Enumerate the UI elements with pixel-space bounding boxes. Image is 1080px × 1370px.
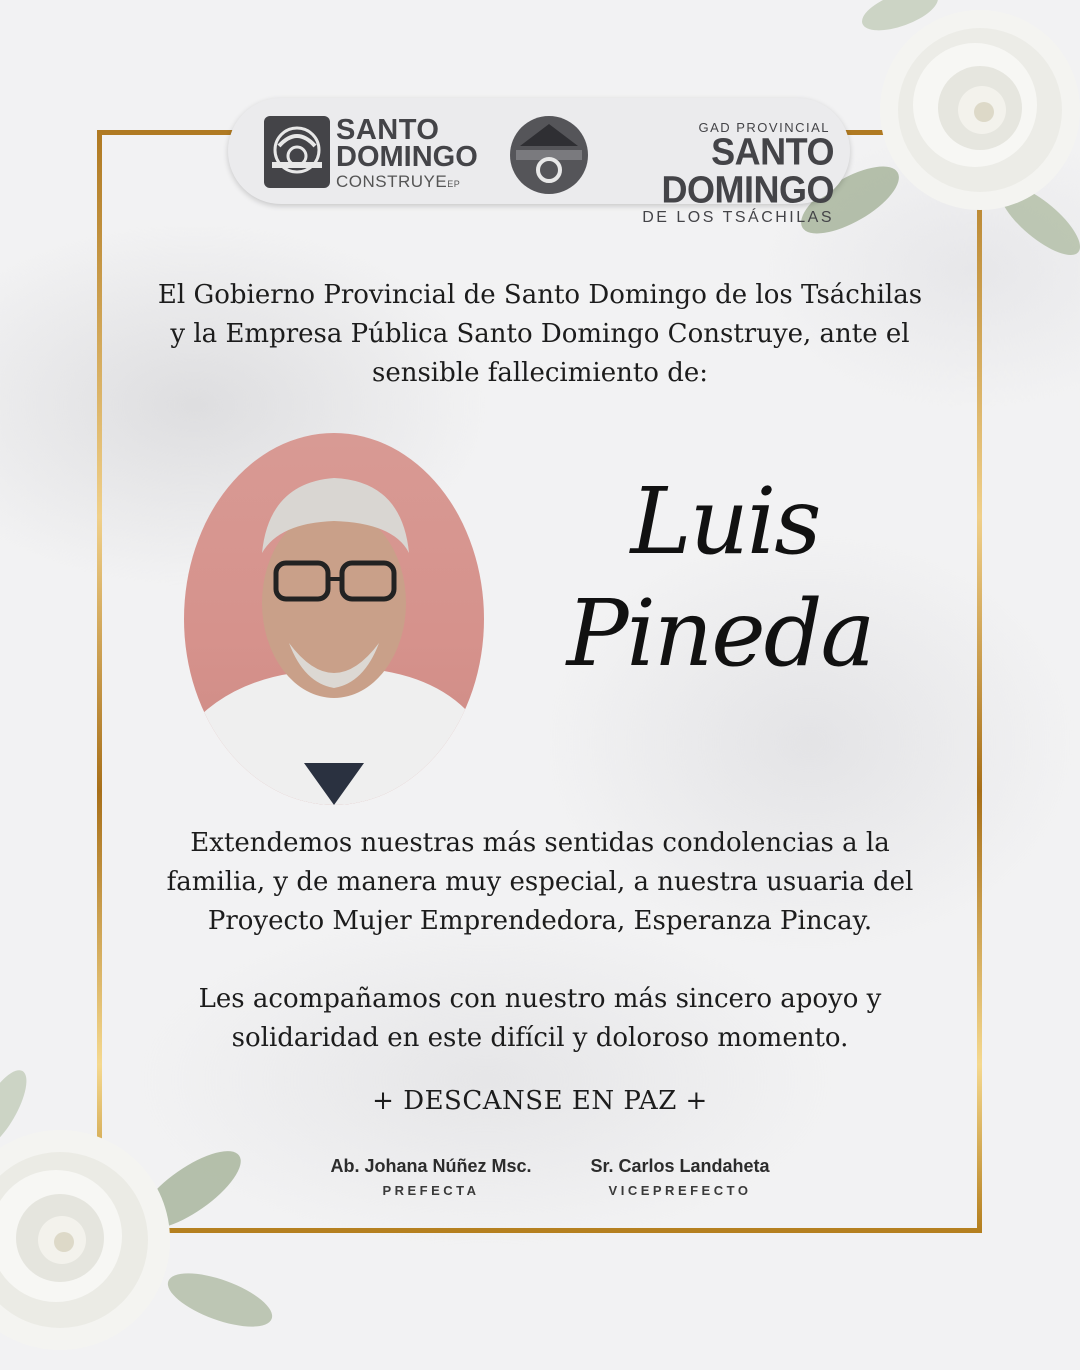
signature-viceprefecto [575, 1156, 785, 1198]
logo-line-2: DOMINGO [336, 141, 478, 173]
first-name: Luis [630, 468, 820, 575]
deceased-portrait [184, 433, 484, 805]
condolences-line: familia, y de manera muy especial, a nuestra usuaria del [166, 867, 914, 897]
intro-line: El Gobierno Provincial de Santo Domingo de los Tsáchilas [157, 280, 923, 310]
intro-line: y la Empresa Pública Santo Domingo Construye, ante el [170, 319, 910, 349]
deceased-name [560, 466, 880, 690]
condolences-text [140, 824, 940, 941]
rest-in-peace: + DESCANSE EN PAZ + [372, 1086, 708, 1116]
support-text [140, 980, 940, 1058]
logo-line-3-text: CONSTRUYE [336, 172, 448, 191]
last-name: Pineda [566, 580, 874, 687]
signature-prefecta [316, 1156, 546, 1198]
signer-name: Sr. Carlos Landaheta [590, 1156, 770, 1176]
gad-line-3: DE LOS TSÁCHILAS [642, 209, 834, 226]
white-rose-icon [0, 1070, 280, 1370]
intro-text [140, 276, 940, 393]
signer-role: VICEPREFECTO [608, 1183, 752, 1198]
gad-line-1: GAD PROVINCIAL [698, 120, 830, 135]
signer-role: PREFECTA [382, 1183, 480, 1198]
gad-line-2: SANTO DOMINGO [661, 130, 834, 211]
construye-emblem-icon [264, 116, 330, 188]
intro-line: sensible fallecimiento de: [371, 358, 709, 388]
logo-line-3 [336, 173, 506, 190]
gad-emblem-icon [510, 116, 588, 194]
condolences-line: Proyecto Mujer Emprendedora, Esperanza Pincay. [207, 906, 873, 936]
logo-line-1: SANTO [336, 114, 440, 146]
support-line: solidaridad en este difícil y doloroso momento. [231, 1023, 849, 1053]
signer-name: Ab. Johana Núñez Msc. [330, 1156, 532, 1176]
condolences-line: Extendemos nuestras más sentidas condolencias a la [190, 828, 890, 858]
support-line: Les acompañamos con nuestro más sincero apoyo y [198, 984, 882, 1014]
logo-suffix: EP [447, 179, 461, 189]
